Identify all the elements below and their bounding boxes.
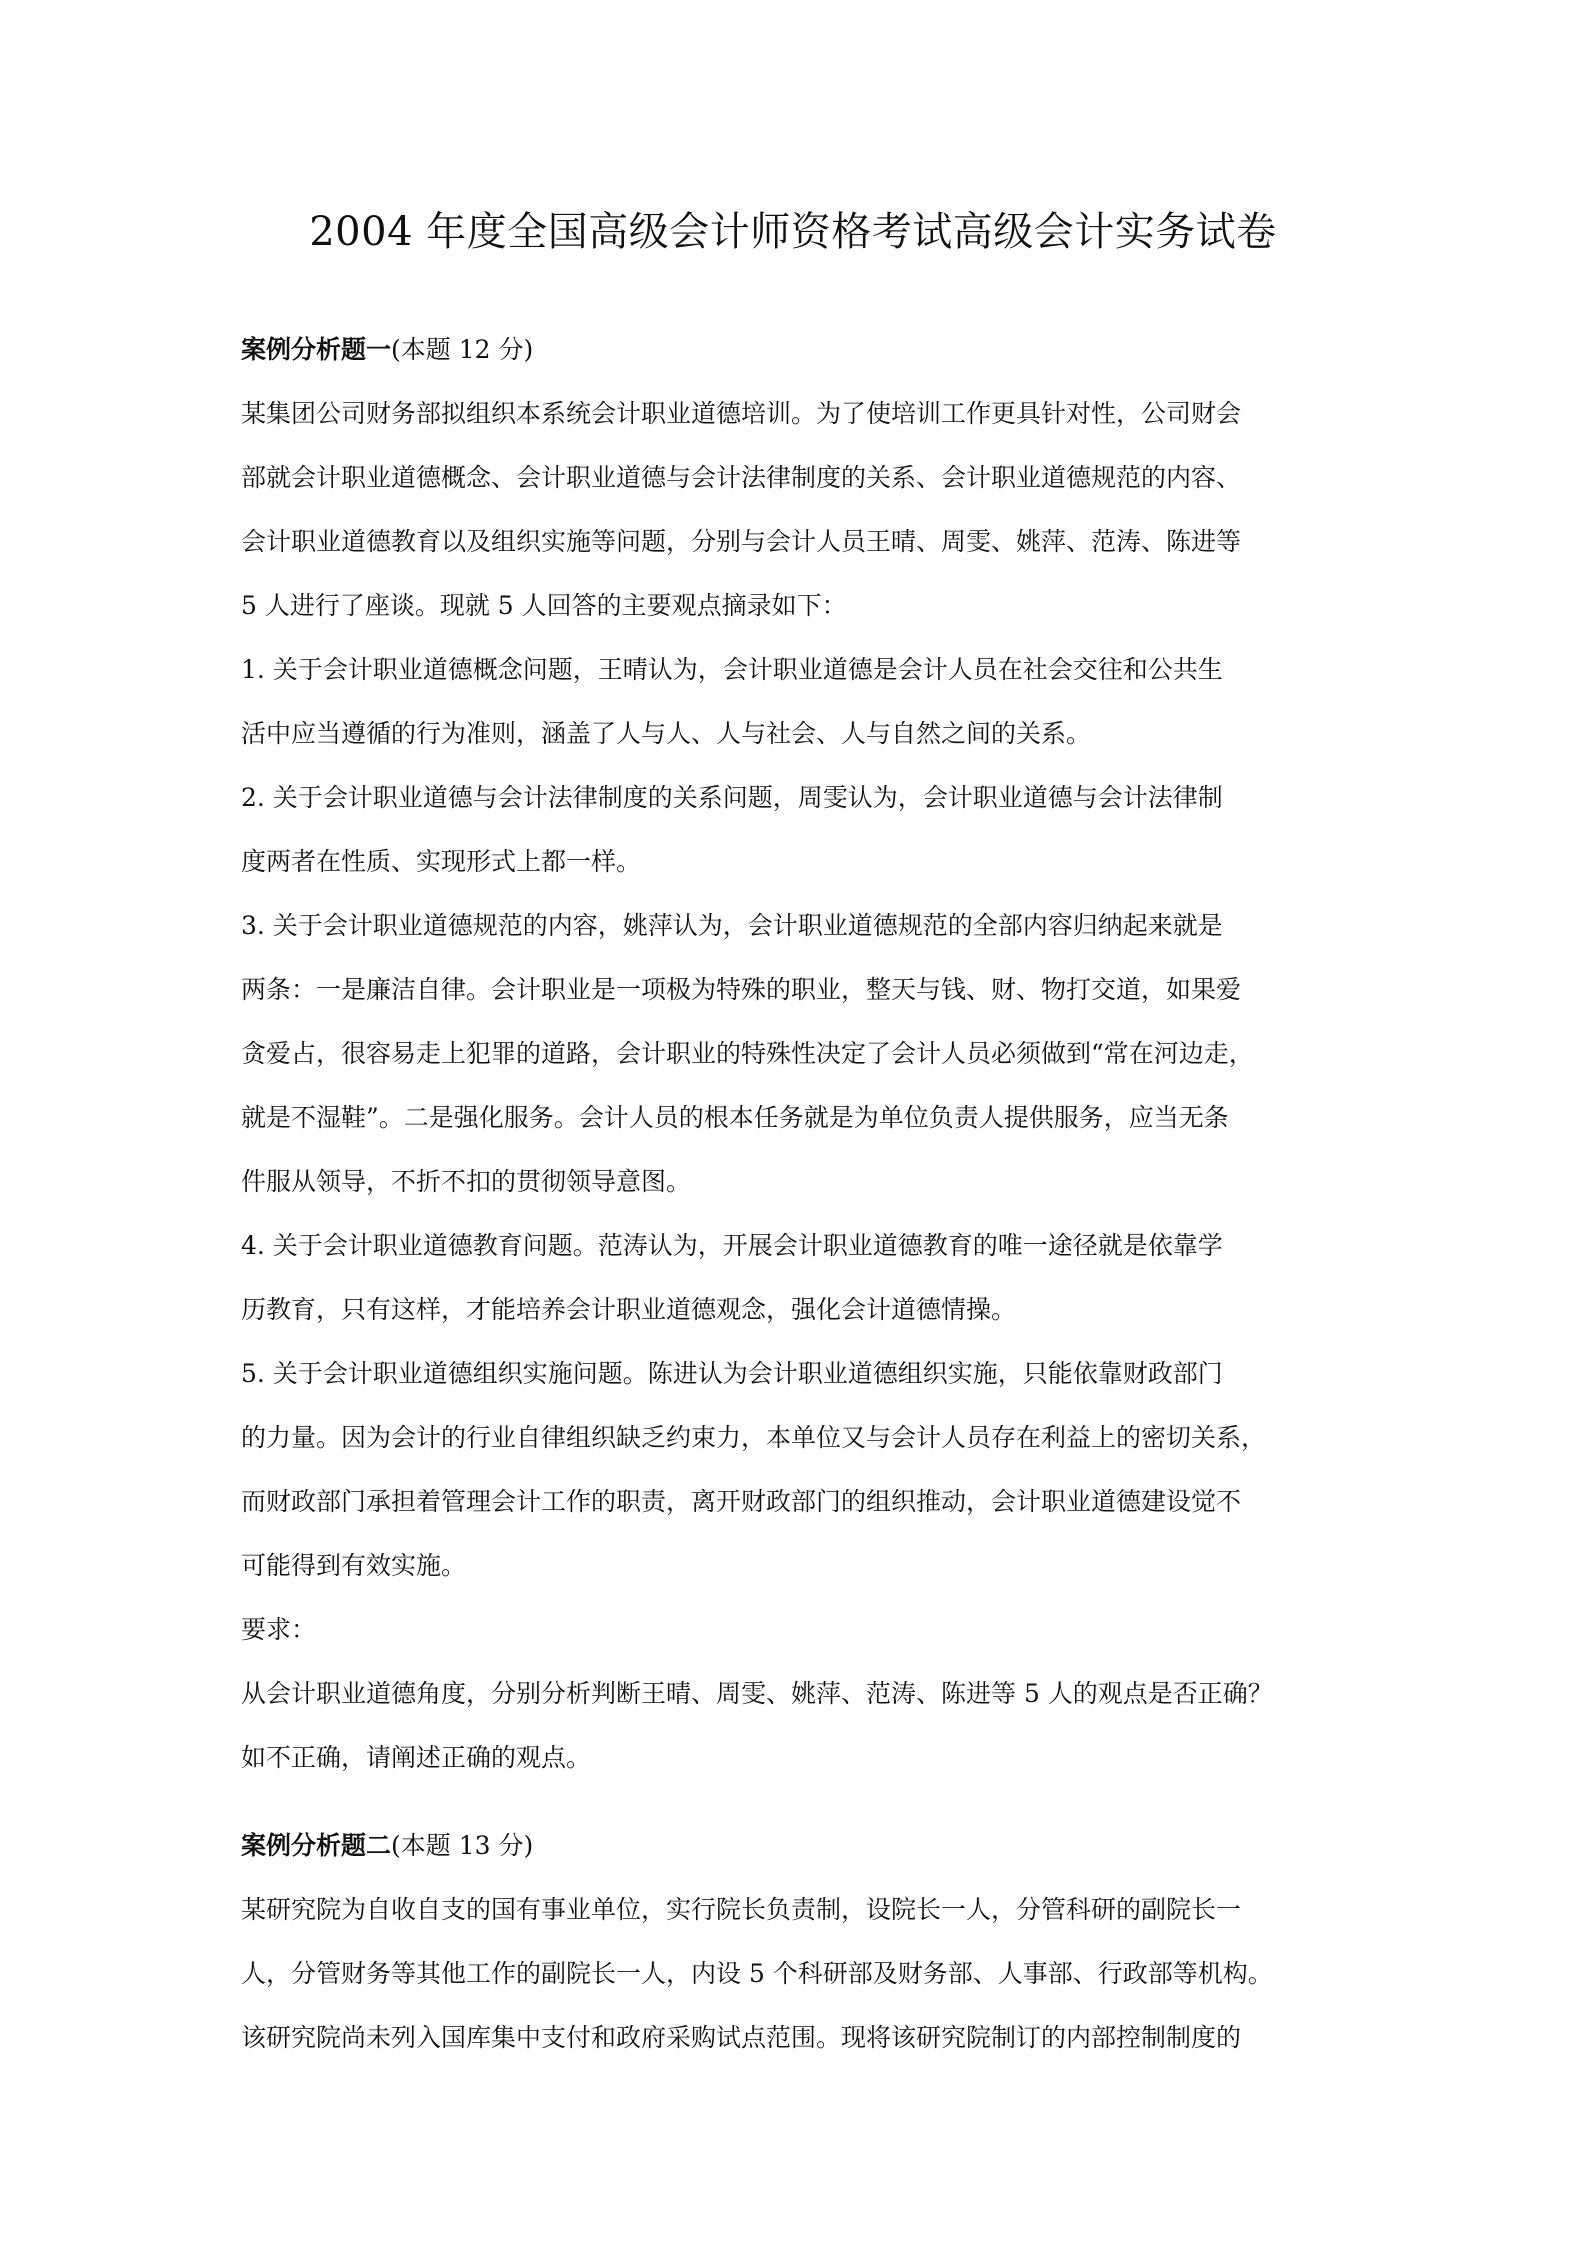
paragraph-line: 可能得到有效实施。 [241, 1551, 467, 1580]
paragraph-line: 的力量。因为会计的行业自律组织缺乏约束力，本单位又与会计人员存在利益上的密切关系， [241, 1423, 1267, 1452]
case-heading [241, 1814, 1351, 1878]
paragraph-line: 某研究院为自收自支的国有事业单位，实行院长负责制，设院长一人，分管科研的副院长一 [241, 1895, 1242, 1924]
case-heading-label: 案例分析题一 [241, 335, 392, 364]
paragraph-line: 5. 关于会计职业道德组织实施问题。陈进认为会计职业道德组织实施，只能依靠财政部门 [241, 1359, 1223, 1388]
paragraph-line: 活中应当遵循的行为准则，涵盖了人与人、人与社会、人与自然之间的关系。 [241, 719, 1092, 748]
case-section-2 [241, 1814, 1351, 2070]
paragraph-line: 5 人进行了座谈。现就 5 人回答的主要观点摘录如下： [241, 591, 847, 620]
document-title: 2004 年度全国高级会计师资格考试高级会计实务试卷 [309, 209, 1277, 255]
paragraph-line: 历教育，只有这样，才能培养会计职业道德观念，强化会计道德情操。 [241, 1295, 1017, 1324]
paragraph-line: 从会计职业道德角度，分别分析判断王晴、周雯、姚萍、范涛、陈进等 5 人的观点是否正确？ [241, 1679, 1273, 1708]
paragraph-line: 两条：一是廉洁自律。会计职业是一项极为特殊的职业，整天与钱、财、物打交道，如果爱 [241, 975, 1242, 1004]
paragraph-line: 人，分管财务等其他工作的副院长一人，内设 5 个科研部及财务部、人事部、行政部等机构。 [241, 1959, 1273, 1988]
case-section-1 [241, 318, 1351, 1790]
paragraph-line: 1. 关于会计职业道德概念问题，王晴认为，会计职业道德是会计人员在社会交往和公共生 [241, 655, 1223, 684]
case-heading-score: (本题 13 分) [391, 1831, 534, 1860]
paragraph-line: 件服从领导，不折不扣的贯彻领导意图。 [241, 1167, 692, 1196]
requirement-label: 要求： [241, 1615, 317, 1644]
case-heading-score: (本题 12 分) [391, 335, 534, 364]
paragraph-line: 4. 关于会计职业道德教育问题。范涛认为，开展会计职业道德教育的唯一途径就是依靠学 [241, 1231, 1223, 1260]
paragraph-line: 部就会计职业道德概念、会计职业道德与会计法律制度的关系、会计职业道德规范的内容、 [241, 463, 1242, 492]
paragraph-line: 度两者在性质、实现形式上都一样。 [241, 847, 642, 876]
paragraph-line: 2. 关于会计职业道德与会计法律制度的关系问题，周雯认为，会计职业道德与会计法律制 [241, 783, 1223, 812]
paragraph-line: 就是不湿鞋”。二是强化服务。会计人员的根本任务就是为单位负责人提供服务，应当无条 [241, 1103, 1229, 1132]
paragraph-line: 该研究院尚未列入国库集中支付和政府采购试点范围。现将该研究院制订的内部控制制度的 [241, 2023, 1242, 2052]
case-heading-label: 案例分析题二 [241, 1831, 392, 1860]
paragraph-line: 3. 关于会计职业道德规范的内容，姚萍认为，会计职业道德规范的全部内容归纳起来就是 [241, 911, 1223, 940]
paragraph-line: 贪爱占，很容易走上犯罪的道路，会计职业的特殊性决定了会计人员必须做到“常在河边走， [241, 1039, 1254, 1068]
paragraph-line: 而财政部门承担着管理会计工作的职责，离开财政部门的组织推动，会计职业道德建设觉不 [241, 1487, 1242, 1516]
paragraph-line: 某集团公司财务部拟组织本系统会计职业道德培训。为了使培训工作更具针对性，公司财会 [241, 399, 1242, 428]
case-heading [241, 318, 1351, 382]
paragraph-line: 会计职业道德教育以及组织实施等问题，分别与会计人员王晴、周雯、姚萍、范涛、陈进等 [241, 527, 1242, 556]
paragraph-line: 如不正确，请阐述正确的观点。 [241, 1743, 592, 1772]
